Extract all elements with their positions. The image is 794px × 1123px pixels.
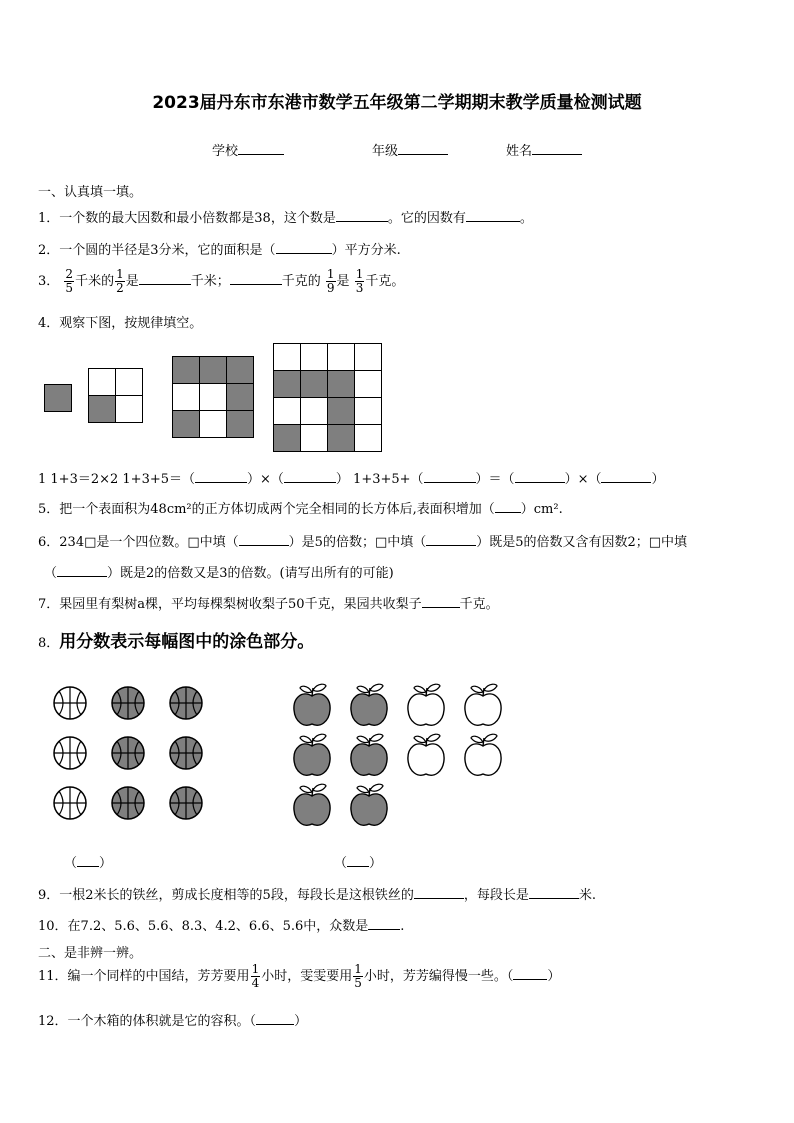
answer-blank[interactable] — [368, 917, 400, 930]
answer-blank[interactable] — [139, 272, 191, 285]
basketball-shaded-icon — [112, 787, 144, 819]
answer-blank[interactable] — [77, 854, 99, 867]
apple-shaded-icon — [351, 784, 387, 825]
pattern-figure-4 — [273, 343, 382, 452]
grade-blank[interactable] — [398, 142, 448, 155]
fraction: $\frac{1}{9}$ — [326, 267, 335, 295]
fraction: $\frac{1}{5}$ — [354, 962, 362, 990]
fraction: $\frac{2}{5}$ — [65, 267, 74, 295]
apple-icon — [408, 734, 444, 775]
question-4: 4．观察下图，按规律填空。 — [38, 316, 203, 331]
school-field — [212, 140, 284, 159]
answer-apple: （ ） — [334, 856, 383, 871]
answer-blank[interactable] — [424, 470, 476, 483]
question-9: 9．一根2米长的铁丝，剪成长度相等的5段，每段长是这根铁丝的 ，每段长是 米. — [38, 888, 596, 903]
apple-shaded-icon — [294, 734, 330, 775]
name-label: 姓名 — [506, 144, 533, 159]
fraction: $\frac{1}{4}$ — [251, 962, 260, 990]
question-3: 3． $\frac{2}{5}$ 千米的 $\frac{1}{2}$ 是 千米； 千克的 $\frac{1}{9}$ 是 $\frac{1}{3}$ 千克。 — [38, 267, 405, 295]
name-field — [506, 140, 582, 159]
apple-shaded-icon — [351, 734, 387, 775]
question-2: 2．一个圆的半径是3分米，它的面积是（ ）平方分米. — [38, 243, 401, 258]
answer-basketball: （ ） — [64, 856, 113, 871]
apple-icon — [465, 684, 501, 725]
basketball-shaded-icon — [170, 687, 202, 719]
answer-blank[interactable] — [347, 854, 369, 867]
fraction: $\frac{1}{2}$ — [116, 267, 124, 295]
answer-blank[interactable] — [195, 470, 247, 483]
question-11: 11．编一个同样的中国结，芳芳要用 $\frac{1}{4}$ 小时，雯雯要用 $\frac{1}{5}$ 小时，芳芳编得慢一些。（ ） — [38, 962, 561, 990]
school-label: 学校 — [212, 144, 239, 159]
answer-blank[interactable] — [513, 967, 547, 980]
apple-shaded-icon — [294, 784, 330, 825]
answer-blank[interactable] — [256, 1012, 294, 1025]
school-blank[interactable] — [238, 142, 284, 155]
answer-blank[interactable] — [601, 470, 651, 483]
answer-blank[interactable] — [57, 564, 107, 577]
basketball-figure — [50, 683, 220, 823]
pattern-figure-2 — [88, 368, 143, 423]
question-6: 6．234□是一个四位数。□中填（ ）是5的倍数；□中填（ ）既是5的倍数又含有因数2；□中填 — [38, 535, 688, 550]
question-5: 5．把一个表面积为48cm²的正方体切成两个完全相同的长方体后,表面积增加（ ）cm². — [38, 502, 563, 517]
apple-shaded-icon — [351, 684, 387, 725]
basketball-shaded-icon — [170, 737, 202, 769]
answer-blank[interactable] — [466, 209, 520, 222]
basketball-icon — [54, 687, 86, 719]
basketball-icon — [54, 737, 86, 769]
apple-figure — [290, 680, 510, 830]
page-title: 2023届丹东市东港市数学五年级第二学期期末教学质量检测试题 — [152, 93, 642, 113]
question-4-equations: 1 1+3＝2×2 1+3+5＝（ ）×（ ） 1+3+5+（ ）＝（ ）×（ ） — [38, 472, 665, 487]
answer-blank[interactable] — [529, 886, 579, 899]
answer-blank[interactable] — [422, 595, 460, 608]
answer-blank[interactable] — [230, 272, 282, 285]
section-heading: 一、认真填一填。 — [38, 185, 143, 200]
grade-label: 年级 — [372, 144, 399, 159]
answer-blank[interactable] — [276, 241, 332, 254]
answer-blank[interactable] — [284, 470, 336, 483]
question-1: 1．一个数的最大因数和最小倍数都是38，这个数是 。它的因数有 。 — [38, 211, 533, 226]
pattern-figure-1 — [44, 384, 72, 412]
answer-blank[interactable] — [239, 533, 289, 546]
question-8: 8．用分数表示每幅图中的涂色部分。 — [38, 632, 315, 652]
answer-blank[interactable] — [515, 470, 565, 483]
basketball-shaded-icon — [112, 737, 144, 769]
question-7: 7．果园里有梨树a棵，平均每棵梨树收梨子50千克，果园共收梨子 千克。 — [38, 597, 499, 612]
apple-icon — [408, 684, 444, 725]
name-blank[interactable] — [532, 142, 582, 155]
answer-blank[interactable] — [414, 886, 464, 899]
basketball-icon — [54, 787, 86, 819]
basketball-shaded-icon — [170, 787, 202, 819]
question-10: 10．在7.2、5.6、5.6、8.3、4.2、6.6、5.6中，众数是 . — [38, 919, 405, 934]
grade-field — [372, 140, 448, 159]
answer-blank[interactable] — [426, 533, 476, 546]
answer-blank[interactable] — [495, 500, 521, 513]
pattern-figure-3 — [172, 356, 254, 438]
apple-shaded-icon — [294, 684, 330, 725]
answer-blank[interactable] — [336, 209, 388, 222]
question-12: 12．一个木箱的体积就是它的容积。（ ） — [38, 1014, 308, 1029]
apple-icon — [465, 734, 501, 775]
basketball-shaded-icon — [112, 687, 144, 719]
fraction: $\frac{1}{3}$ — [355, 267, 364, 295]
question-6-line-2: （ ）既是2的倍数又是3的倍数。(请写出所有的可能) — [44, 566, 394, 581]
section-heading: 二、是非辨一辨。 — [38, 946, 143, 961]
